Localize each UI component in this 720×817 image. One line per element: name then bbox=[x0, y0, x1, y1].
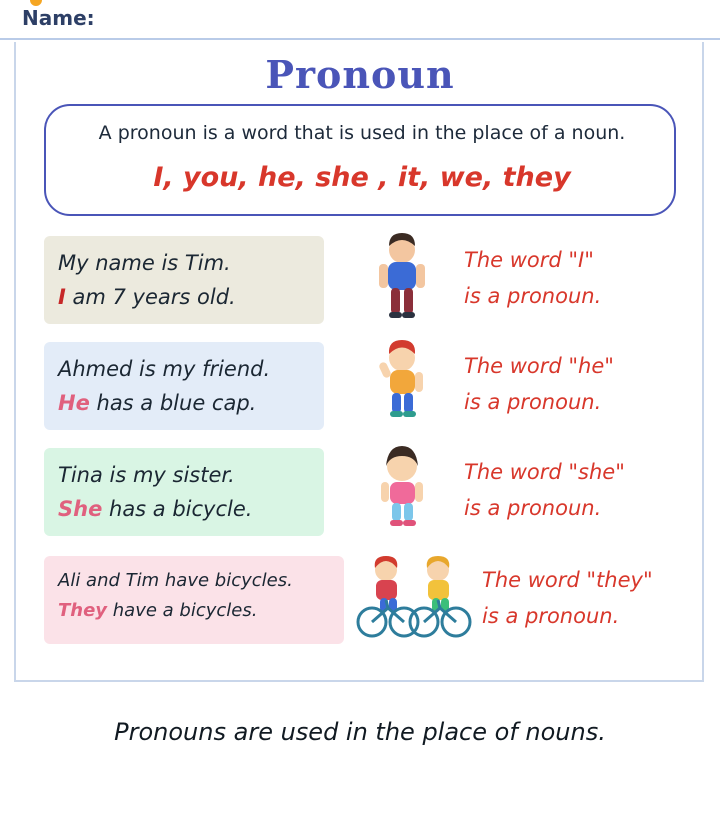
explanation-2 bbox=[464, 348, 614, 420]
example-row-2 bbox=[44, 342, 676, 434]
sentence-rest-3: has a bicycle. bbox=[102, 497, 253, 521]
highlight-pronoun-2: He bbox=[58, 391, 90, 415]
explanation-3-line2: is a pronoun. bbox=[464, 496, 602, 520]
sentence-line-3a: Tina is my sister. bbox=[58, 463, 235, 487]
sentence-box-3 bbox=[44, 448, 324, 536]
explanation-2-line1: The word "he" bbox=[464, 354, 614, 378]
sentence-line-2b bbox=[58, 386, 312, 420]
footer-summary: Pronouns are used in the place of nouns. bbox=[114, 718, 606, 746]
sentence-box-4 bbox=[44, 556, 344, 644]
highlight-pronoun-4: They bbox=[58, 600, 108, 621]
sentence-rest-2: has a blue cap. bbox=[89, 391, 257, 415]
explanation-3-line1: The word "she" bbox=[464, 460, 625, 484]
name-header-bar bbox=[0, 0, 720, 40]
example-row-3 bbox=[44, 448, 676, 540]
explanation-3 bbox=[464, 454, 625, 526]
sentence-line-1b bbox=[58, 280, 312, 314]
sentence-box-2 bbox=[44, 342, 324, 430]
example-row-1 bbox=[44, 236, 676, 328]
boy-standing-icon bbox=[354, 232, 450, 324]
pronoun-list: I, you, he, she , it, we, they bbox=[153, 162, 571, 193]
name-label: Name: bbox=[22, 6, 95, 30]
girl-standing-icon bbox=[354, 444, 450, 536]
sentence-rest-1: am 7 years old. bbox=[65, 285, 236, 309]
explanation-1-line1: The word "I" bbox=[464, 248, 594, 272]
boy-waving-icon bbox=[354, 338, 450, 430]
sentence-box-1 bbox=[44, 236, 324, 324]
highlight-pronoun-1: I bbox=[58, 285, 66, 309]
sentence-line-3b bbox=[58, 492, 312, 526]
sentence-line-2a: Ahmed is my friend. bbox=[58, 357, 271, 381]
explanation-4-line2: is a pronoun. bbox=[482, 604, 620, 628]
page-title: Pronoun bbox=[265, 52, 455, 97]
explanation-4-line1: The word "they" bbox=[482, 568, 653, 592]
definition-text: A pronoun is a word that is used in the place of a noun. bbox=[98, 122, 626, 144]
explanation-1 bbox=[464, 242, 601, 314]
sentence-rest-4: have a bicycles. bbox=[107, 600, 258, 621]
example-row-4 bbox=[44, 556, 676, 648]
two-kids-on-bicycles-icon bbox=[356, 552, 486, 644]
explanation-4 bbox=[482, 562, 653, 634]
explanation-1-line2: is a pronoun. bbox=[464, 284, 602, 308]
sentence-line-4b bbox=[58, 596, 332, 626]
highlight-pronoun-3: She bbox=[58, 497, 103, 521]
definition-box bbox=[44, 104, 676, 216]
sentence-line-4a: Ali and Tim have bicycles. bbox=[58, 570, 293, 591]
sentence-line-1a: My name is Tim. bbox=[58, 251, 231, 275]
explanation-2-line2: is a pronoun. bbox=[464, 390, 602, 414]
